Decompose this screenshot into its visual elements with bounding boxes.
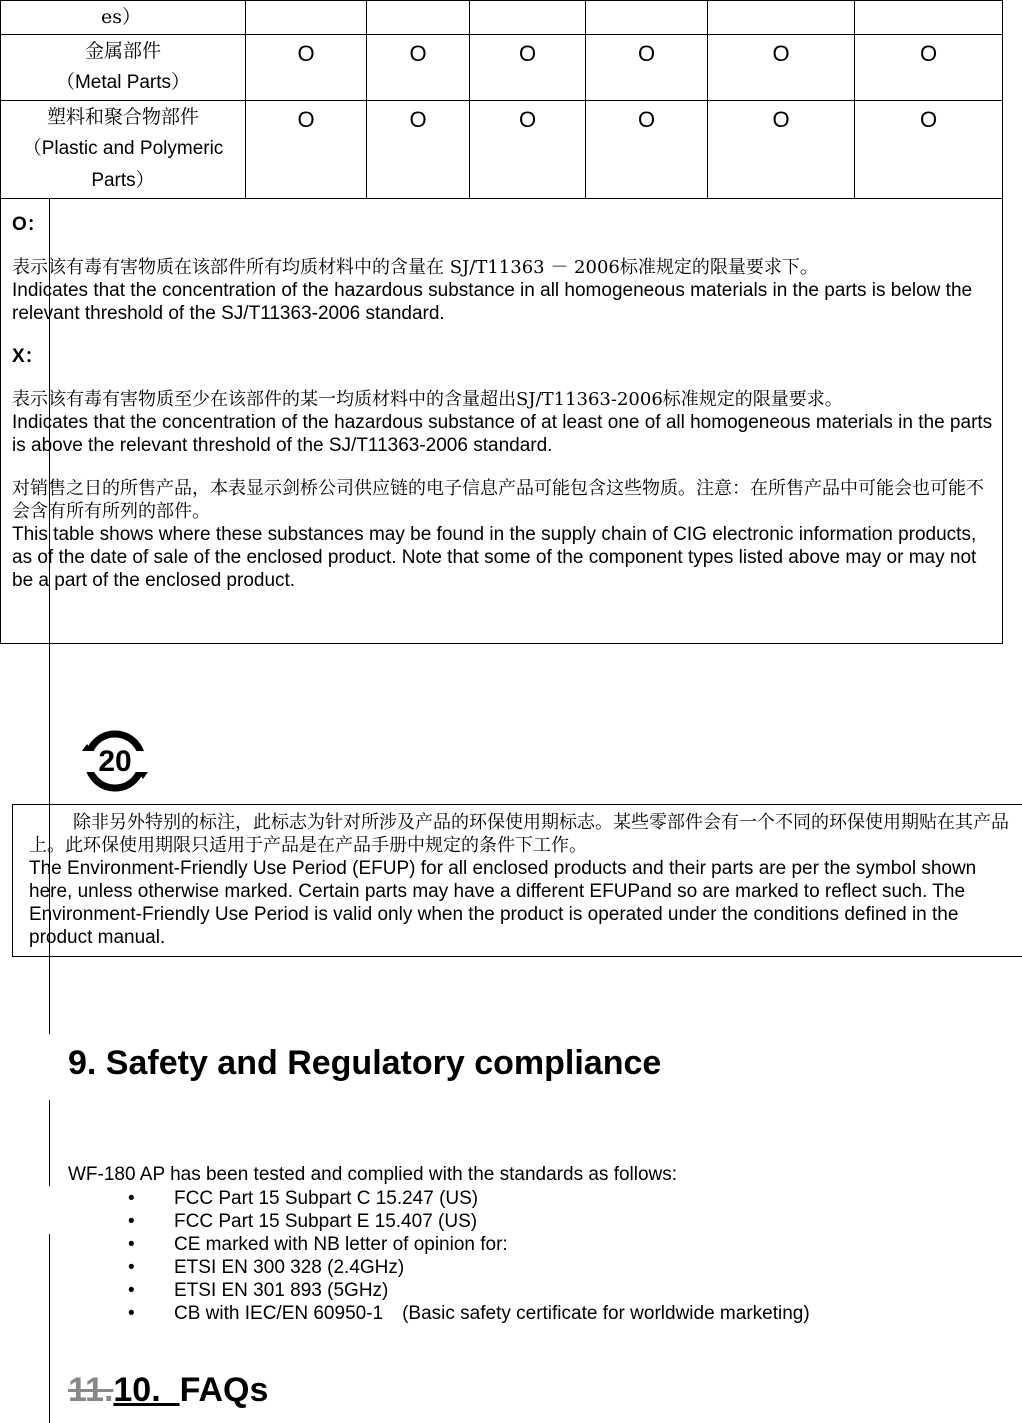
supply-chain-note-zh: 对销售之日的所售产品，本表显示剑桥公司供应链的电子信息产品可能包含这些物质。注意：在所售产品中可能会也可能不会含有所有所列的部件。 <box>12 478 984 522</box>
list-item: • CE marked with NB letter of opinion for: <box>128 1234 508 1255</box>
table-notes-row <box>1 199 1003 644</box>
faq-title: FAQs <box>179 1371 269 1409</box>
section-heading: 9. Safety and Regulatory compliance <box>68 1044 662 1082</box>
table-row <box>1 1 1003 35</box>
part-name-zh: 金属部件 <box>84 40 161 62</box>
compliance-intro: WF-180 AP has been tested and complied with the standards as follows: <box>68 1164 678 1185</box>
mark-cell: O <box>586 101 708 199</box>
mark-cell: O <box>367 101 470 199</box>
margin-line <box>49 1234 50 1423</box>
table-notes <box>1 199 1003 644</box>
mark-cell: O <box>367 35 470 101</box>
bullet: • <box>128 1211 135 1232</box>
mark-cell: O <box>246 35 367 101</box>
part-name-cell <box>1 35 246 101</box>
mark-cell: O <box>855 101 1003 199</box>
part-name-en: （Metal Parts） <box>55 72 191 93</box>
mark-cell: O <box>470 101 586 199</box>
standards-list <box>128 1187 810 1325</box>
bullet: • <box>128 1188 135 1209</box>
x-symbol-label: X： <box>12 346 44 367</box>
mark-cell: O <box>708 101 855 199</box>
part-name-zh: 塑料和聚合物部件 <box>46 106 199 128</box>
efup-text-zh: 除非另外特别的标注，此标志为针对所涉及产品的环保使用期标志。某些零部件会有一个不同的环保使用期贴在其产品上。此环保使用期限只适用于产品是在产品手册中规定的条件下工作。 <box>29 812 1009 856</box>
list-item: • ETSI EN 300 328 (2.4GHz) <box>128 1257 405 1278</box>
list-item: • FCC Part 15 Subpart C 15.247 (US) <box>128 1188 479 1209</box>
faq-inserted-number: 10. <box>113 1371 180 1409</box>
margin-line <box>49 1100 50 1186</box>
part-name-en: （Plastic and Polymeric Parts） <box>22 138 224 191</box>
mark-cell: O <box>708 35 855 101</box>
mark-cell: O <box>470 35 586 101</box>
x-description-zh: 表示该有毒有害物质至少在该部件的某一均质材料中的含量超出SJ/T11363-2006标准规定的限量要求。 <box>12 389 843 410</box>
o-symbol-label: O： <box>12 214 46 235</box>
x-description-en: Indicates that the concentration of the hazardous substance of at least one of all homogeneous materials in the parts is above the relevant threshold of the SJ/T11363-2006 standard. <box>12 412 993 456</box>
mark-cell: O <box>586 35 708 101</box>
table-row <box>1 35 1003 101</box>
bullet: • <box>128 1234 135 1255</box>
o-description-zh: 表示该有毒有害物质在该部件所有均质材料中的含量在 SJ/T11363 － 2006标准规定的限量要求下。 <box>12 257 818 278</box>
table-cell-header-fragment: es） <box>1 1 246 35</box>
o-description-en: Indicates that the concentration of the hazardous substance in all homogeneous materials in the parts is below the relevant threshold of the SJ/T11363-2006 standard. <box>12 280 973 324</box>
mark-cell: O <box>855 35 1003 101</box>
faq-heading <box>68 1371 268 1410</box>
efup-logo-number: 20 <box>98 745 132 778</box>
list-item: • ETSI EN 301 893 (5GHz) <box>128 1280 389 1301</box>
bullet: • <box>128 1280 135 1301</box>
faq-deleted-number: 11. <box>68 1371 114 1409</box>
hazardous-substance-table <box>0 0 1003 644</box>
efup-20-recycle-icon <box>76 724 154 796</box>
bullet: • <box>128 1257 135 1278</box>
bullet: • <box>128 1303 135 1324</box>
efup-box <box>12 804 1022 957</box>
mark-cell: O <box>246 101 367 199</box>
table-row <box>1 101 1003 199</box>
efup-text-en: The Environment-Friendly Use Period (EFUP) for all enclosed products and their parts are per the symbol shown here, unless otherwise marked. Certain parts may have a different EFUPand so are marked to reflect such. The Environment-Friendly Use Period is valid only when the product is operated under the conditions defined in the product manual. <box>29 858 977 948</box>
part-name-cell <box>1 101 246 199</box>
supply-chain-note-en: This table shows where these substances may be found in the supply chain of CIG electronic information products, as of the date of sale of the enclosed product. Note that some of the component types listed above may or may not be a part of the enclosed product. <box>12 524 977 591</box>
list-item: • CB with IEC/EN 60950-1 (Basic safety certificate for worldwide marketing) <box>128 1303 810 1324</box>
list-item: • FCC Part 15 Subpart E 15.407 (US) <box>128 1211 478 1232</box>
